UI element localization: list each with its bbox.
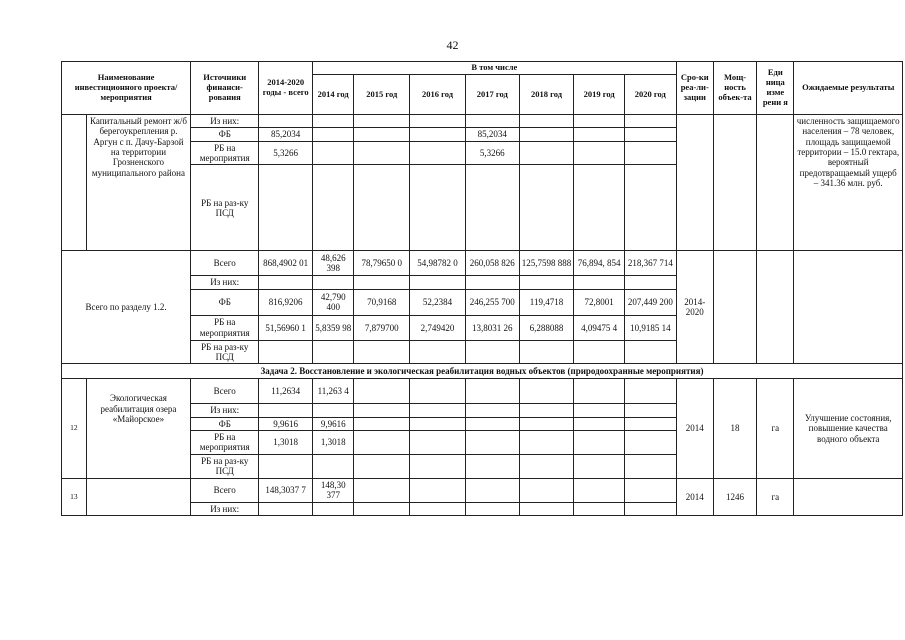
year-cell [574,502,625,515]
year-cell [354,431,410,455]
year-cell [313,115,354,128]
year-cell: 42,790 400 [313,289,354,315]
year-cell [410,340,466,364]
block1-unit [757,115,794,251]
total-cell [259,340,313,364]
total-cell: 5,3266 [259,141,313,165]
total-cell [259,502,313,515]
block1-capacity [713,115,756,251]
year-cell [354,276,410,289]
year-cell [574,115,625,128]
year-cell: 1,3018 [313,431,354,455]
header-total: 2014-2020 годы - всего [259,62,313,115]
total-cell [259,276,313,289]
year-cell: 10,9185 14 [624,315,676,340]
item12-unit: га [757,379,794,478]
header-year: 2017 год [465,75,519,115]
year-cell [519,379,574,404]
year-cell [410,454,466,478]
year-cell: 11,263 4 [313,379,354,404]
year-cell [624,404,676,417]
year-cell [313,128,354,141]
year-cell [410,165,466,251]
item13-name [86,478,190,515]
source-cell: ФБ [191,417,259,430]
year-cell [519,340,574,364]
year-cell [313,340,354,364]
year-cell: 5,8359 98 [313,315,354,340]
year-cell: 119,4718 [519,289,574,315]
header-year: 2014 год [313,75,354,115]
item12-capacity: 18 [713,379,756,478]
year-cell [519,128,574,141]
year-cell [465,379,519,404]
year-cell [410,417,466,430]
year-cell [313,141,354,165]
year-cell [354,115,410,128]
year-cell [624,141,676,165]
year-cell [465,431,519,455]
year-cell [313,276,354,289]
year-cell [624,340,676,364]
total-cell: 9,9616 [259,417,313,430]
year-cell [574,478,625,502]
source-cell: Всего [191,379,259,404]
year-cell [574,276,625,289]
year-cell [465,454,519,478]
year-cell [519,417,574,430]
year-cell [410,379,466,404]
year-cell [519,276,574,289]
item12-name: Экологическая реабилитация озера «Майорское» [86,379,190,478]
total-cell [259,115,313,128]
source-cell: Из них: [191,115,259,128]
section-total-results [794,251,903,364]
year-cell [519,431,574,455]
total-cell: 816,9206 [259,289,313,315]
block1-name: Капитальный ремонт ж/б берегоукрепления р. Аргун с п. Дачу-Барзой на территории Грозненского муниципального района [86,115,190,251]
total-cell [259,404,313,417]
header-year: 2016 год [410,75,466,115]
year-cell [574,404,625,417]
year-cell [624,165,676,251]
source-cell: Из них: [191,404,259,417]
item13-capacity: 1246 [713,478,756,515]
source-cell: ФБ [191,128,259,141]
source-cell: Всего [191,478,259,502]
item13-terms: 2014 [676,478,713,515]
year-cell [313,404,354,417]
year-cell: 246,255 700 [465,289,519,315]
header-year: 2020 год [624,75,676,115]
year-cell: 72,8001 [574,289,625,315]
year-cell [410,115,466,128]
year-cell [465,478,519,502]
block1-num [62,115,87,251]
year-cell [465,340,519,364]
source-cell: Из них: [191,276,259,289]
year-cell [465,165,519,251]
year-cell [519,454,574,478]
year-cell [624,417,676,430]
year-cell [624,379,676,404]
year-cell [313,454,354,478]
year-cell [519,478,574,502]
year-cell [519,115,574,128]
year-cell [354,502,410,515]
year-cell [354,165,410,251]
year-cell [519,502,574,515]
year-cell: 148,30 377 [313,478,354,502]
year-cell [354,340,410,364]
item12-results: Улучшение состояния, повышение качества водного объекта [794,379,903,478]
section-total-label: Всего по разделу 1.2. [62,251,191,364]
total-cell: 148,3037 7 [259,478,313,502]
year-cell [354,141,410,165]
year-cell: 78,79650 0 [354,251,410,276]
year-cell [624,454,676,478]
year-cell [624,115,676,128]
year-cell [313,165,354,251]
year-cell: 76,894, 854 [574,251,625,276]
item13-results [794,478,903,515]
year-cell: 2,749420 [410,315,466,340]
page-number: 42 [446,38,459,52]
total-cell: 11,2634 [259,379,313,404]
total-cell: 51,56960 1 [259,315,313,340]
year-cell [410,502,466,515]
total-cell: 868,4902 01 [259,251,313,276]
year-cell [624,502,676,515]
block1-results: численность защищаемого населения – 78 человек, площадь защищаемой территории – 15.0 гектара, вероятный предотвращаемый ущерб – 341.36 млн. руб. [794,115,903,251]
year-cell [410,404,466,417]
section-total-unit [757,251,794,364]
header-year: 2019 год [574,75,625,115]
year-cell [574,340,625,364]
source-cell: РБ на раз-ку ПСД [191,454,259,478]
item12-num: 12 [62,379,87,478]
year-cell: 54,98782 0 [410,251,466,276]
header-capacity: Мощ-ность объек-та [713,62,756,115]
year-cell [410,276,466,289]
year-cell [519,404,574,417]
header-year: 2015 год [354,75,410,115]
year-cell [574,165,625,251]
header-unit: Еди ница изме рени я [757,62,794,115]
year-cell: 5,3266 [465,141,519,165]
year-cell [410,141,466,165]
year-cell [574,141,625,165]
year-cell: 6,288088 [519,315,574,340]
total-cell: 1,3018 [259,431,313,455]
year-cell [574,379,625,404]
header-name: Наименование инвестиционного проекта/мероприятия [62,62,191,115]
source-cell: РБ на мероприятия [191,315,259,340]
item12-terms: 2014 [676,379,713,478]
year-cell: 52,2384 [410,289,466,315]
section-total-capacity [713,251,756,364]
year-cell [624,276,676,289]
year-cell [465,502,519,515]
year-cell [624,128,676,141]
year-cell [574,431,625,455]
block1-terms [676,115,713,251]
year-cell [465,115,519,128]
year-cell: 48,626 398 [313,251,354,276]
source-cell: ФБ [191,289,259,315]
year-cell [354,417,410,430]
section-total-terms: 2014-2020 [676,251,713,364]
year-cell: 9,9616 [313,417,354,430]
year-cell [465,417,519,430]
year-cell: 207,449 200 [624,289,676,315]
source-cell: Всего [191,251,259,276]
year-cell [624,431,676,455]
year-cell: 4,09475 4 [574,315,625,340]
header-year: 2018 год [519,75,574,115]
item13-num: 13 [62,478,87,515]
item13-unit: га [757,478,794,515]
header-results: Ожидаемые результаты [794,62,903,115]
year-cell [465,276,519,289]
year-cell: 13,8031 26 [465,315,519,340]
year-cell [519,165,574,251]
header-including: В том числе [313,62,677,75]
year-cell [410,128,466,141]
header-terms: Сро-ки реа-ли-зации [676,62,713,115]
source-cell: РБ на раз-ку ПСД [191,165,259,251]
source-cell: РБ на раз-ку ПСД [191,340,259,364]
year-cell [410,431,466,455]
year-cell: 70,9168 [354,289,410,315]
year-cell [354,454,410,478]
total-cell: 85,2034 [259,128,313,141]
year-cell [574,454,625,478]
year-cell [354,404,410,417]
year-cell [354,379,410,404]
year-cell [410,478,466,502]
task2-heading: Задача 2. Восстановление и экологическая реабилитация водных объектов (природоохранные мероприятия) [62,364,903,379]
total-cell [259,454,313,478]
investment-table [61,61,903,516]
year-cell [574,417,625,430]
year-cell [354,478,410,502]
year-cell [519,141,574,165]
year-cell: 125,7598 888 [519,251,574,276]
year-cell [354,128,410,141]
year-cell [313,502,354,515]
year-cell [465,404,519,417]
source-cell: Из них: [191,502,259,515]
total-cell [259,165,313,251]
source-cell: РБ на мероприятия [191,141,259,165]
year-cell: 260,058 826 [465,251,519,276]
year-cell: 218,367 714 [624,251,676,276]
year-cell: 7,879700 [354,315,410,340]
header-sources: Источники финанси-рования [191,62,259,115]
year-cell [624,478,676,502]
source-cell: РБ на мероприятия [191,431,259,455]
year-cell [574,128,625,141]
year-cell: 85,2034 [465,128,519,141]
